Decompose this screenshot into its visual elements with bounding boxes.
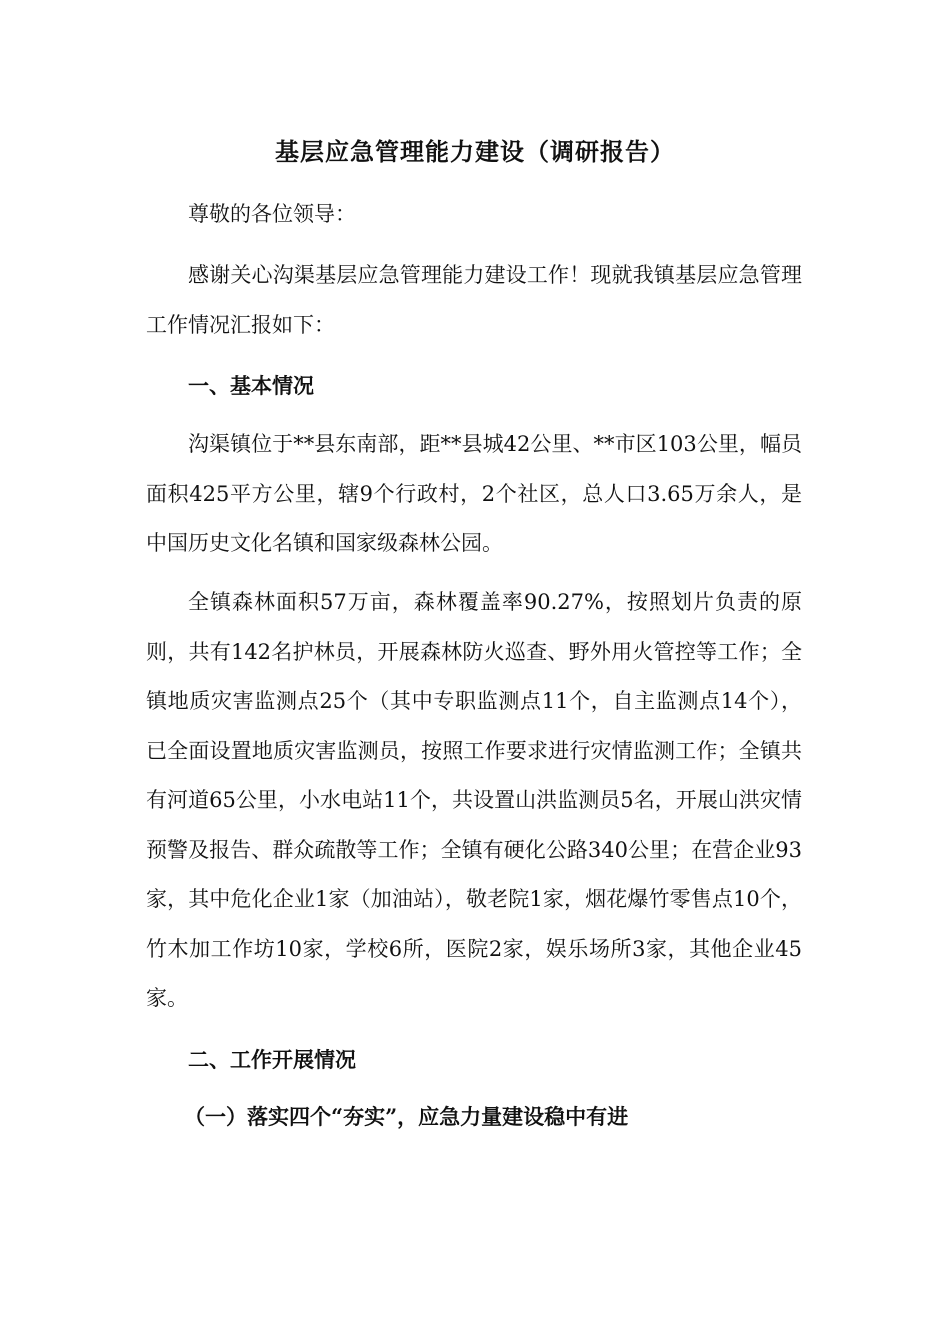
greeting: 尊敬的各位领导： [188,202,356,226]
section-heading-basic: 一、基本情况 [188,373,314,398]
document-title: 基层应急管理能力建设（调研报告） [275,137,675,166]
subsection-heading: （一）落实四个“夯实”，应急力量建设稳中有进 [184,1104,629,1129]
paragraph-resources: 全镇森林面积57万亩，森林覆盖率90.27%，按照划片负责的原则，共有142名护林员，开展森林防火巡查、野外用火管控等工作；全镇地质灾害监测点25个（其中专职监测点11个，自主监测点14个），已全面设置地质灾害监测员，按照工作要求进行灾情监测工作；全镇共有河道65公里，小水电站11个，共设置山洪监测员5名，开展山洪灾情预警及报告、群众疏散等工作；全镇有硬化公路340公里；在营企业93家，其中危化企业1家（加油站），敬老院1家，烟花爆竹零售点10个，竹木加工作坊10家，学校6所，医院2家，娱乐场所3家，其他企业45家。 [146,590,802,1010]
paragraph-location: 沟渠镇位于**县东南部，距**县城42公里、**市区103公里，幅员面积425平方公里，辖9个行政村，2个社区，总人口3.65万余人，是中国历史文化名镇和国家级森林公园。 [146,432,802,555]
section-heading-work: 二、工作开展情况 [188,1047,356,1072]
intro-paragraph: 感谢关心沟渠基层应急管理能力建设工作！现就我镇基层应急管理工作情况汇报如下： [146,263,802,337]
